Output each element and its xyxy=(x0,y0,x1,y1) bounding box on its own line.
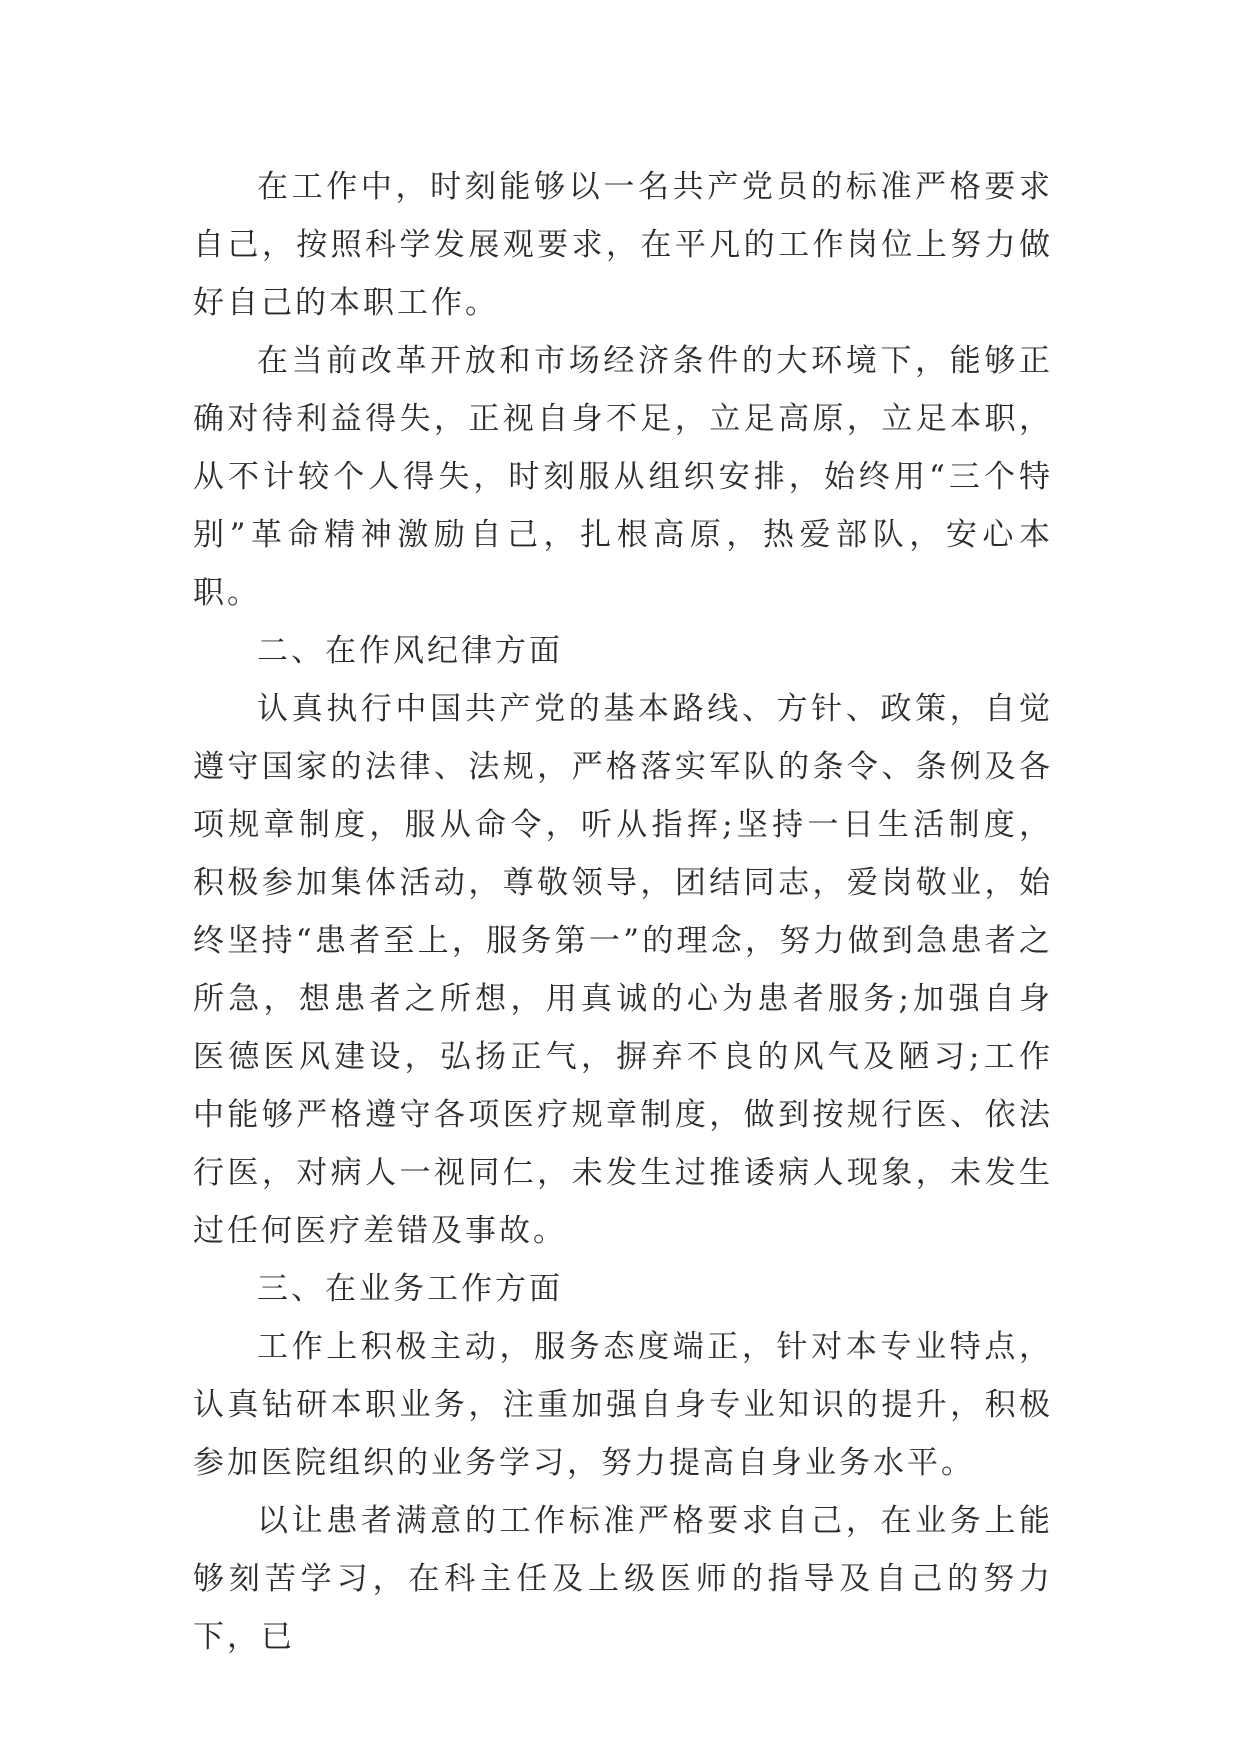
paragraph-4: 工作上积极主动，服务态度端正，针对本专业特点，认真钻研本职业务，注重加强自身专业知识的提升，积极参加医院组织的业务学习，努力提高自身业务水平。 xyxy=(193,1329,1053,1481)
paragraph-5: 以让患者满意的工作标准严格要求自己，在业务上能够刻苦学习，在科主任及上级医师的指导及自己的努力下，已 xyxy=(193,1503,1053,1655)
paragraph-2: 在当前改革开放和市场经济条件的大环境下，能够正确对待利益得失，正视自身不足，立足高原，立足本职，从不计较个人得失，时刻服从组织安排，始终用“三个特别”革命精神激励自己，扎根高原，热爱部队，安心本职。 xyxy=(193,343,1053,611)
section-heading-work: 三、在业务工作方面 xyxy=(257,1271,563,1307)
document-body xyxy=(193,158,1053,1666)
section-heading-conduct: 二、在作风纪律方面 xyxy=(257,633,563,669)
paragraph-1: 在工作中，时刻能够以一名共产党员的标准严格要求自己，按照科学发展观要求，在平凡的工作岗位上努力做好自己的本职工作。 xyxy=(193,169,1053,321)
paragraph-3: 认真执行中国共产党的基本路线、方针、政策，自觉遵守国家的法律、法规，严格落实军队的条令、条例及各项规章制度，服从命令，听从指挥;坚持一日生活制度，积极参加集体活动，尊敬领导，团结同志，爱岗敬业，始终坚持“患者至上，服务第一”的理念，努力做到急患者之所急，想患者之所想，用真诚的心为患者服务;加强自身医德医风建设，弘扬正气，摒弃不良的风气及陋习;工作中能够严格遵守各项医疗规章制度，做到按规行医、依法行医，对病人一视同仁，未发生过推诿病人现象，未发生过任何医疗差错及事故。 xyxy=(193,691,1053,1249)
